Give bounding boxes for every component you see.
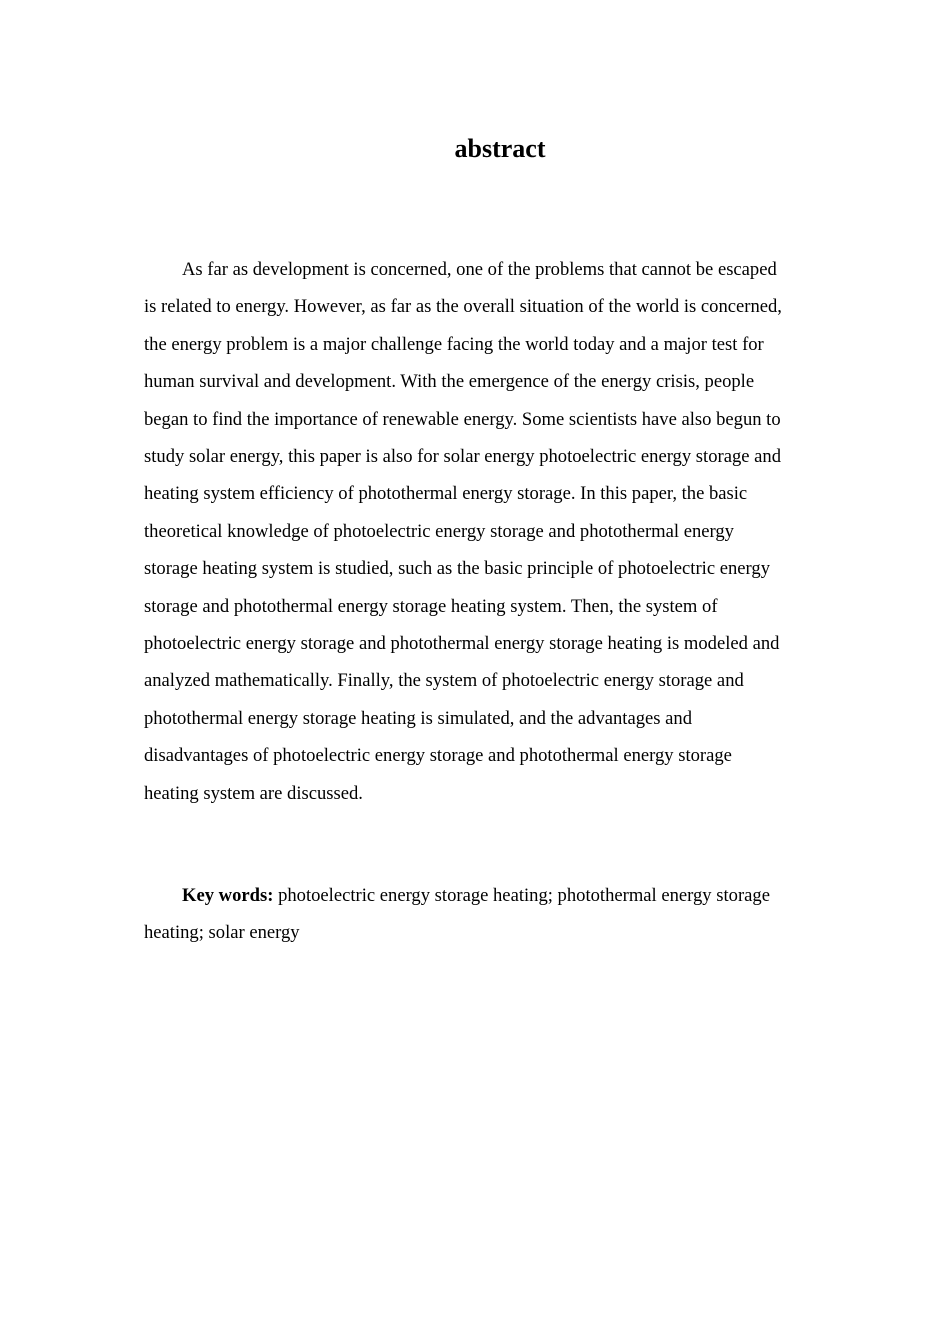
page-title: abstract bbox=[454, 134, 546, 163]
abstract-paragraph: As far as development is concerned, one of the problems that cannot be escaped is related to energy. However, as far as the overall situation of the world is concerned, the energy problem is a major challenge facing the world today and a major test for human survival and development. With the emergence of the energy crisis, people began to find the importance of renewable energy. Some scientists have also begun to study solar energy, this paper is also for solar energy photoelectric energy storage and heating system efficiency of photothermal energy storage. In this paper, the basic theoretical knowledge of photoelectric energy storage and photothermal energy storage heating system is studied, such as the basic principle of photoelectric energy storage and photothermal energy storage heating system. Then, the system of photoelectric energy storage and photothermal energy storage heating is modeled and analyzed mathematically. Finally, the system of photoelectric energy storage and photothermal energy storage heating is simulated, and the advantages and disadvantages of photoelectric energy storage and photothermal energy storage heating system are discussed. bbox=[144, 259, 782, 804]
keywords-label: Key words: bbox=[182, 885, 274, 906]
keywords-paragraph bbox=[144, 877, 808, 952]
keywords-list: photoelectric energy storage heating; photothermal energy storage heating; solar energy bbox=[144, 885, 770, 944]
